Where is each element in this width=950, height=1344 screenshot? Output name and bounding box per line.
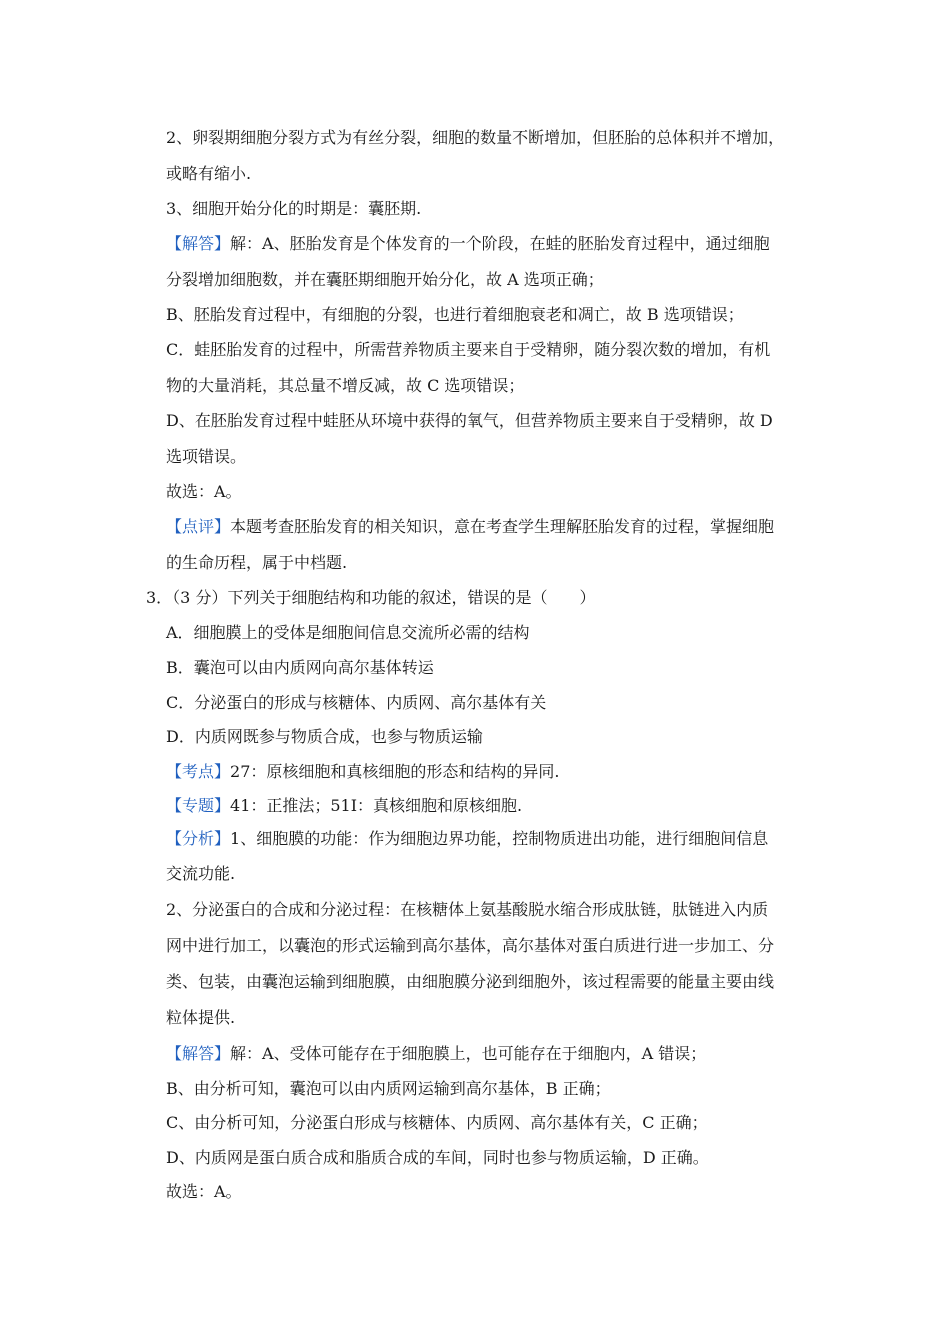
kaodian-tag: 【考点】 (166, 762, 231, 781)
zhuanti-line (166, 794, 522, 818)
answer-line: 故选：A。 (166, 482, 242, 501)
analysis-tag: 【分析】 (166, 829, 231, 848)
question-stem: 3．（3 分）下列关于细胞结构和功能的叙述，错误的是（ ） (146, 588, 596, 607)
zhuanti-text: 41：正推法；51I：真核细胞和原核细胞. (230, 796, 523, 815)
analysis-line: 网中进行加工，以囊泡的形式运输到高尔基体，高尔基体对蛋白质进行进一步加工、分 (166, 936, 775, 955)
option-c: C．分泌蛋白的形成与核糖体、内质网、高尔基体有关 (166, 693, 547, 712)
option-a: A．细胞膜上的受体是细胞间信息交流所必需的结构 (166, 623, 530, 642)
solution-line: D、在胚胎发育过程中蛙胚从环境中获得的氧气，但营养物质主要来自于受精卵，故 D (166, 411, 773, 430)
comment-line: 的生命历程，属于中档题. (166, 553, 348, 572)
answer-line: 故选：A。 (166, 1182, 242, 1201)
solution-line: 选项错误。 (166, 447, 247, 466)
analysis-line: 粒体提供. (166, 1008, 236, 1027)
analysis-line: 2、卵裂期细胞分裂方式为有丝分裂，细胞的数量不断增加，但胚胎的总体积并不增加， (166, 128, 785, 147)
kaodian-line (166, 760, 559, 784)
option-d: D．内质网既参与物质合成，也参与物质运输 (166, 727, 483, 746)
solution-text: 解：A、受体可能存在于细胞膜上，也可能存在于细胞内，A 错误； (230, 1044, 707, 1063)
analysis-line: 或略有缩小. (166, 164, 252, 183)
comment-tag: 【点评】 (166, 517, 231, 536)
option-b: B．囊泡可以由内质网向高尔基体转运 (166, 658, 434, 677)
kaodian-text: 27：原核细胞和真核细胞的形态和结构的异同. (230, 762, 560, 781)
solution-tag: 【解答】 (166, 234, 231, 253)
analysis-text: 1、细胞膜的功能：作为细胞边界功能，控制物质进出功能，进行细胞间信息 (230, 829, 769, 848)
comment-line (166, 515, 774, 539)
analysis-line: 2、分泌蛋白的合成和分泌过程：在核糖体上氨基酸脱水缩合形成肽链，肽链进入内质 (166, 900, 769, 919)
zhuanti-tag: 【专题】 (166, 796, 231, 815)
analysis-line: 3、细胞开始分化的时期是：囊胚期. (166, 199, 422, 218)
solution-tag: 【解答】 (166, 1044, 231, 1063)
comment-text: 本题考查胚胎发育的相关知识，意在考查学生理解胚胎发育的过程，掌握细胞 (230, 517, 775, 536)
solution-line: C、由分析可知，分泌蛋白形成与核糖体、内质网、高尔基体有关，C 正确； (166, 1113, 708, 1132)
solution-line (166, 232, 770, 256)
solution-line: D、内质网是蛋白质合成和脂质合成的车间，同时也参与物质运输，D 正确。 (166, 1148, 709, 1167)
solution-line (166, 1042, 706, 1066)
solution-line: B、胚胎发育过程中，有细胞的分裂，也进行着细胞衰老和凋亡，故 B 选项错误； (166, 305, 744, 324)
solution-line: 物的大量消耗，其总量不增反减，故 C 选项错误； (166, 376, 525, 395)
solution-line: C．蛙胚胎发育的过程中，所需营养物质主要来自于受精卵，随分裂次数的增加，有机 (166, 340, 771, 359)
analysis-line (166, 827, 768, 851)
analysis-line: 类、包装，由囊泡运输到细胞膜，由细胞膜分泌到细胞外，该过程需要的能量主要由线 (166, 972, 775, 991)
solution-text: 解：A、胚胎发育是个体发育的一个阶段，在蛙的胚胎发育过程中，通过细胞 (230, 234, 770, 253)
solution-line: B、由分析可知，囊泡可以由内质网运输到高尔基体，B 正确； (166, 1079, 611, 1098)
analysis-line: 交流功能. (166, 864, 236, 883)
solution-line: 分裂增加细胞数，并在囊胚期细胞开始分化，故 A 选项正确； (166, 270, 604, 289)
